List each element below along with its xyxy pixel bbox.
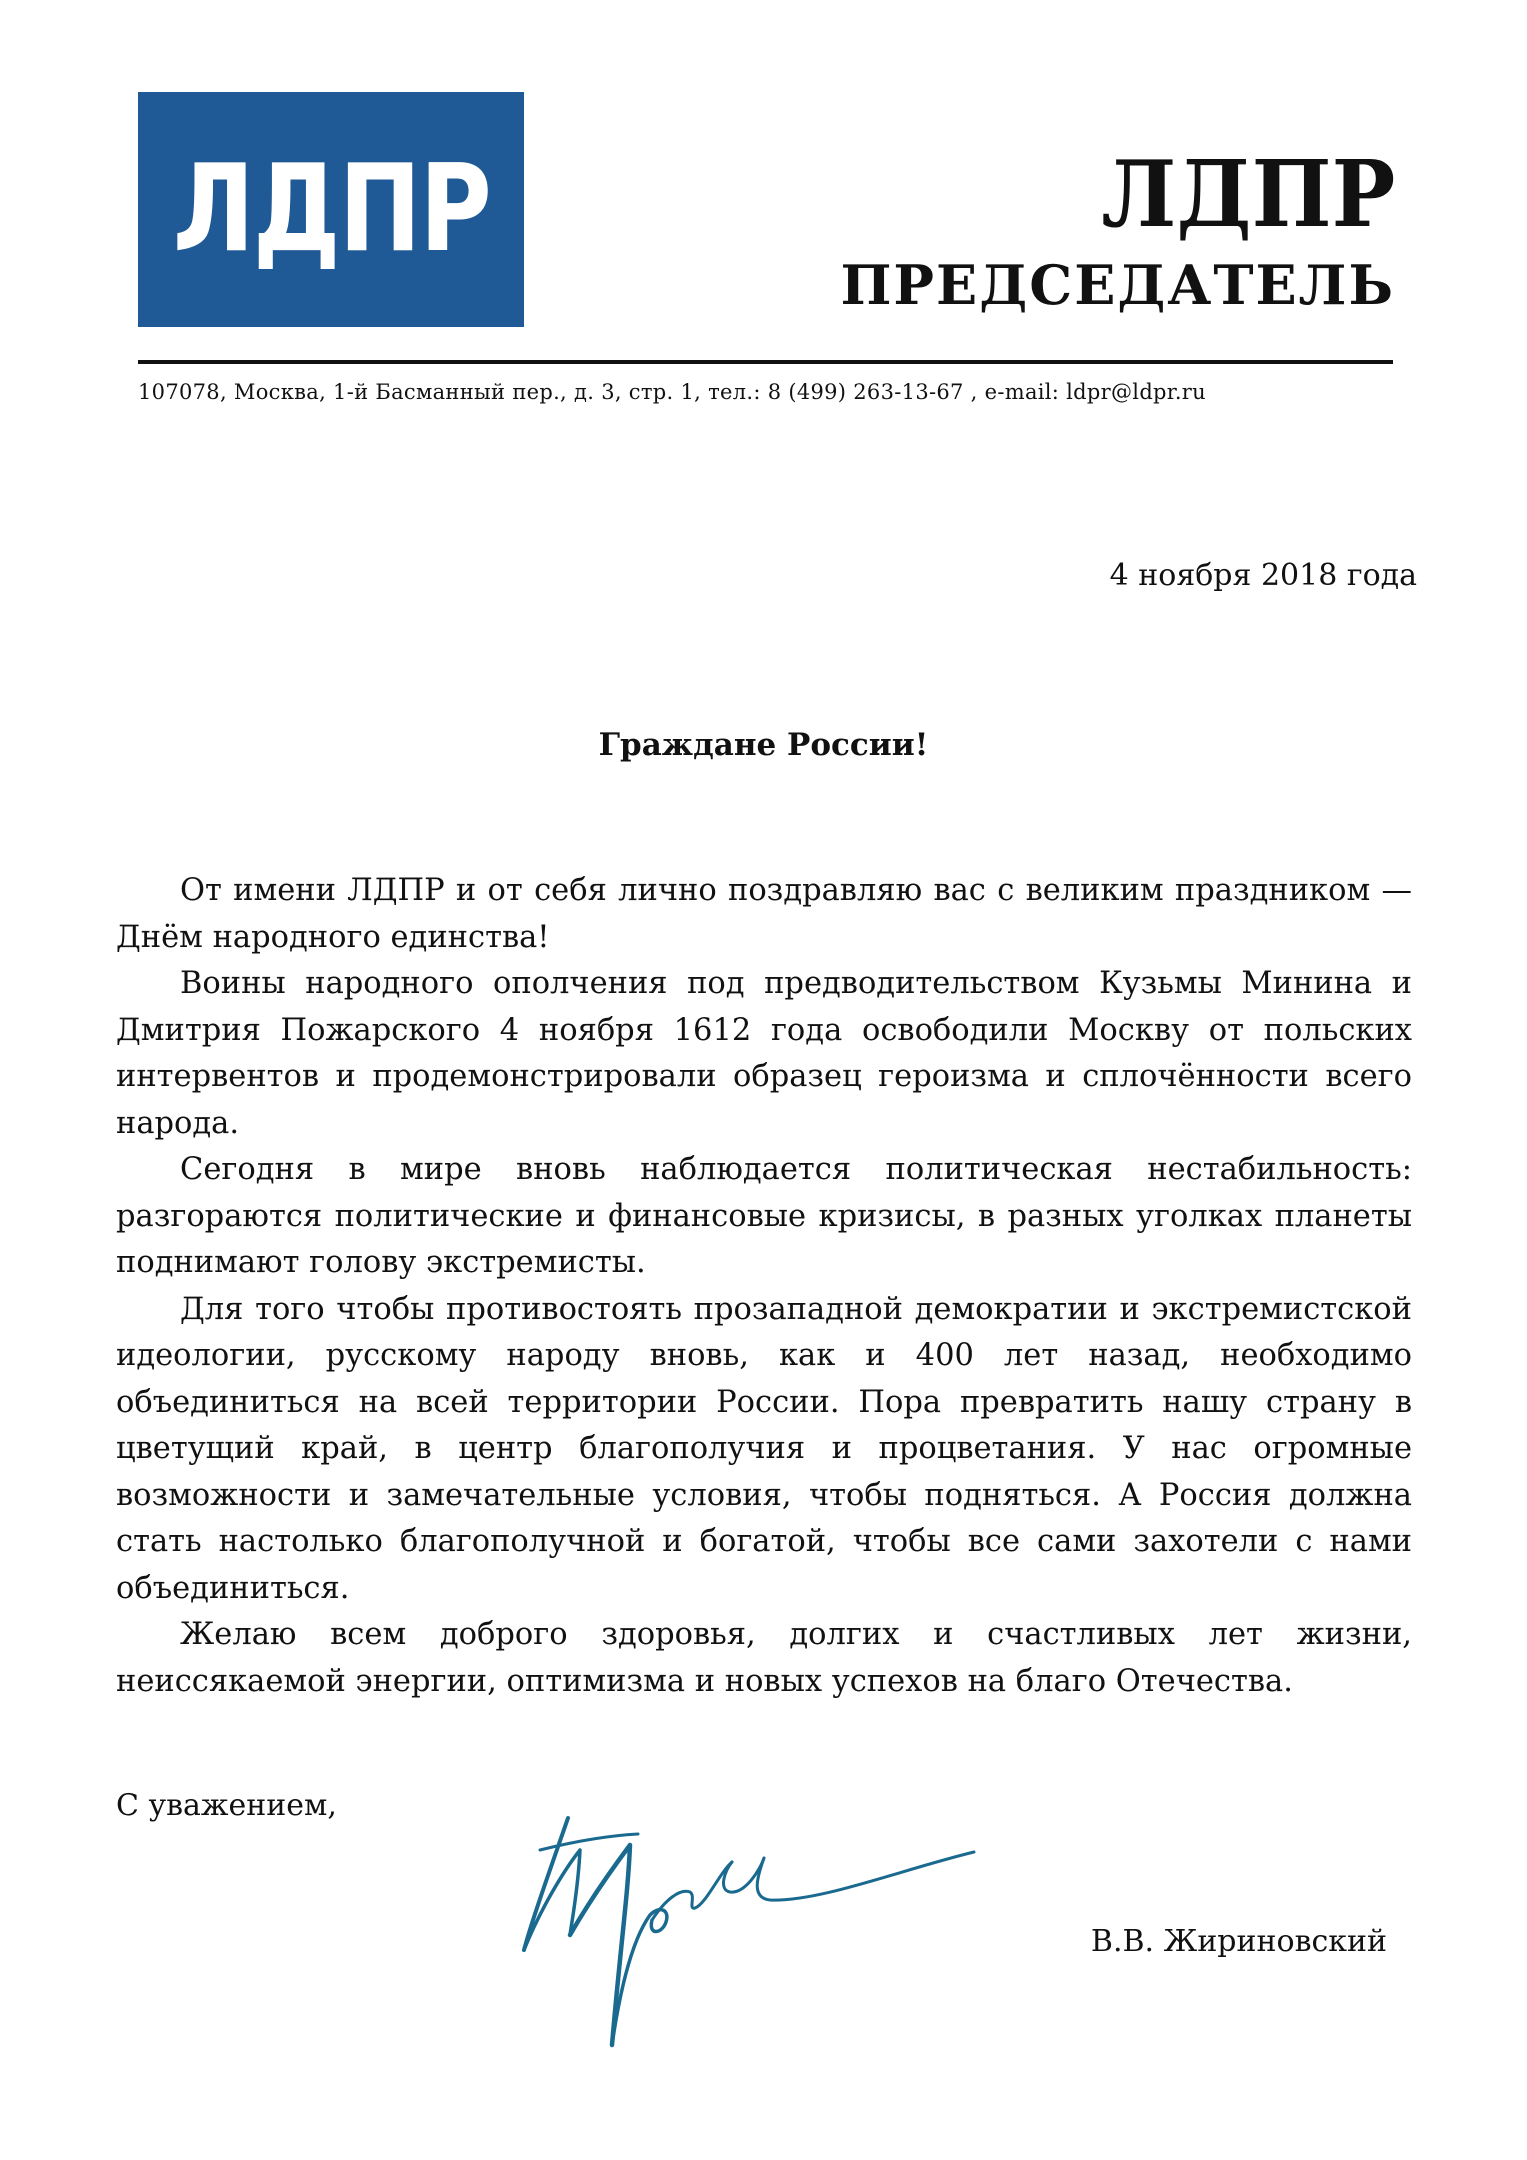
body-paragraph-5: Желаю всем доброго здоровья, долгих и счастливых лет жизни, неиссякаемой энергии, оптимизма и новых успехов на благо Отечества. bbox=[116, 1617, 1412, 1699]
letter-body bbox=[116, 868, 1412, 1705]
body-paragraph-2: Воины народного ополчения под предводительством Кузьмы Минина и Дмитрия Пожарского 4 ноября 1612 года освободили Москву от польских интервентов и продемонстрировали образец героизма и сплочённости всего народа. bbox=[116, 966, 1412, 1141]
position-title: ПРЕДСЕДАТЕЛЬ bbox=[840, 253, 1395, 317]
organization-name: ЛДПР bbox=[1101, 140, 1395, 248]
signer-name: В.В. Жириновский bbox=[1090, 1924, 1387, 1959]
header-divider bbox=[138, 360, 1393, 364]
handwritten-signature bbox=[520, 1810, 980, 2060]
body-paragraph-4: Для того чтобы противостоять прозападной демократии и экстремистской идеологии, русскому народу вновь, как и 400 лет назад, необходимо объединиться на всей территории России. Пора превратить нашу страну в цветущий край, в центр благополучия и процветания. У нас огромные возможности и замечательные условия, чтобы подняться. А Россия должна стать настолько благополучной и богатой, чтобы все сами захотели с нами объединиться. bbox=[116, 1291, 1412, 1606]
party-logo bbox=[138, 92, 524, 327]
letter-closing: С уважением, bbox=[116, 1788, 337, 1823]
letter-date: 4 ноября 2018 года bbox=[1109, 558, 1417, 593]
party-logo-text: ЛДПР bbox=[172, 139, 490, 279]
body-paragraph-3: Сегодня в мире вновь наблюдается политическая нестабильность: разгораются политические и финансовые кризисы, в разных уголках планеты поднимают голову экстремисты. bbox=[116, 1152, 1412, 1280]
letter-salutation: Граждане России! bbox=[598, 727, 929, 763]
body-paragraph-1: От имени ЛДПР и от себя лично поздравляю вас с великим праздником — Днём народного единства! bbox=[116, 873, 1412, 955]
contact-address: 107078, Москва, 1-й Басманный пер., д. 3, стр. 1, тел.: 8 (499) 263-13-67 , e-mail: ldpr@ldpr.ru bbox=[138, 380, 1206, 404]
